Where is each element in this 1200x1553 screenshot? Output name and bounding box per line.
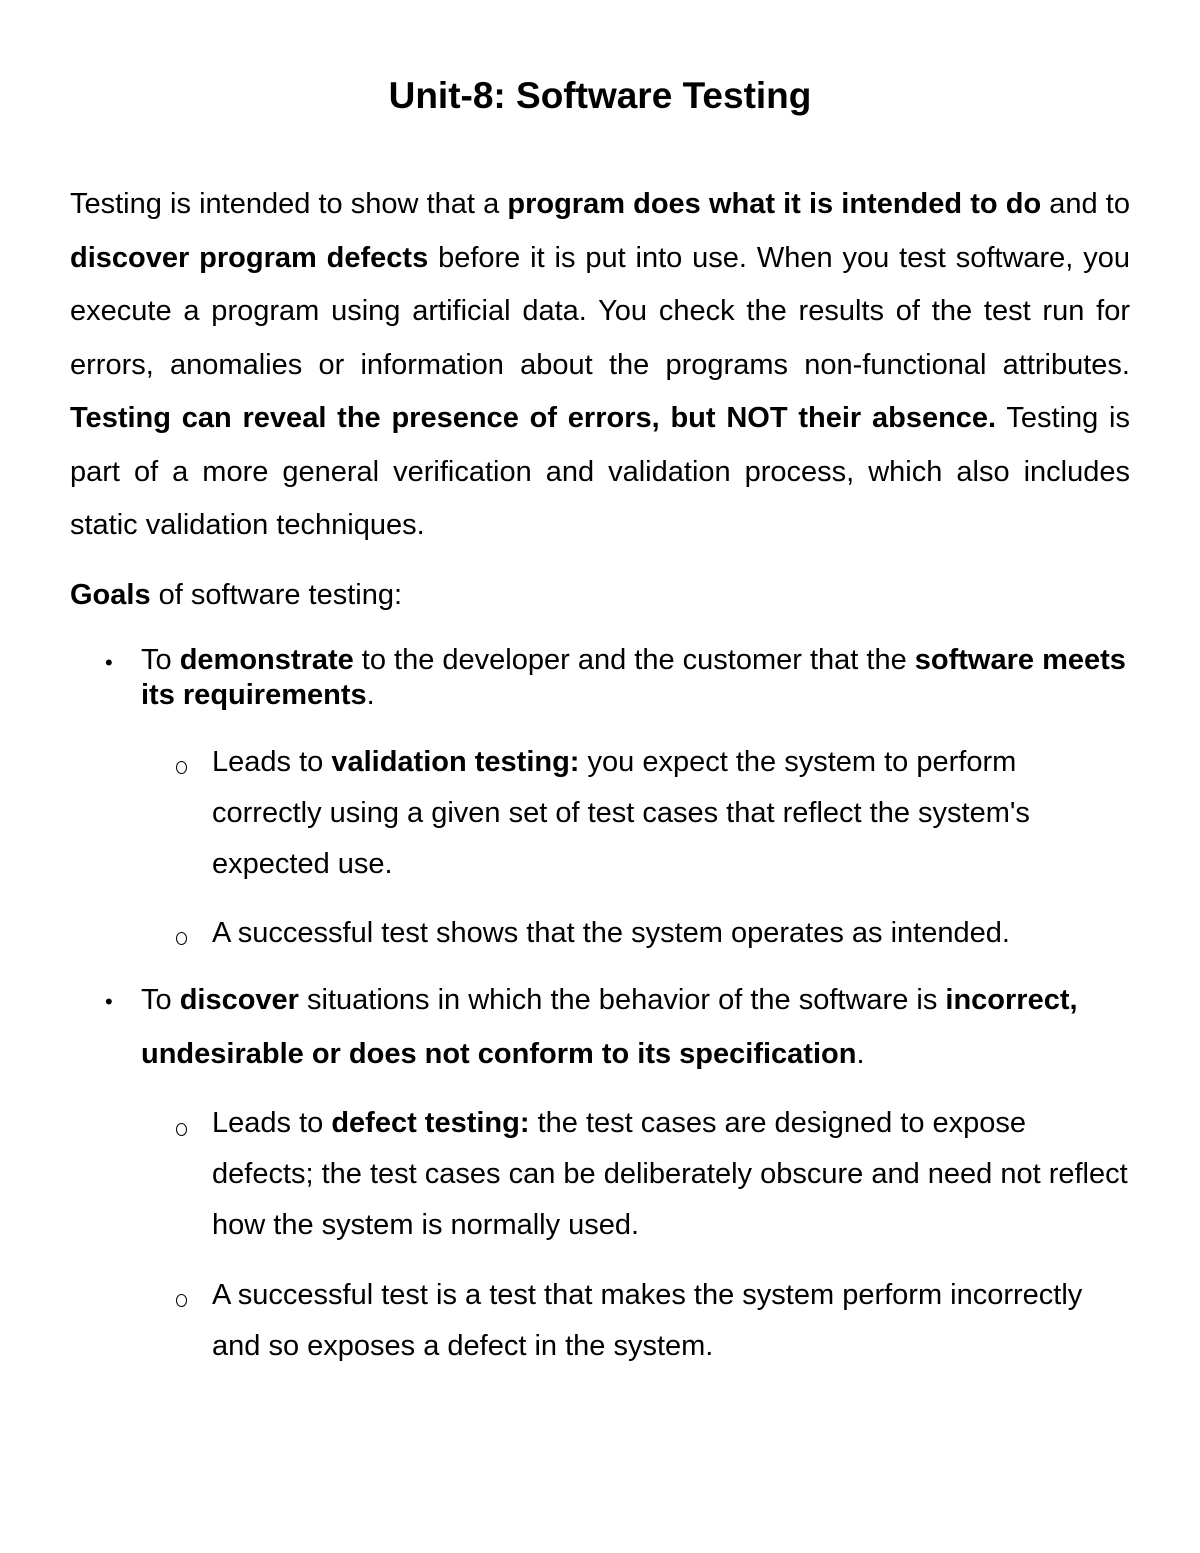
list-item-success-intended — [212, 908, 1132, 959]
intro-bold: discover program defects — [70, 241, 429, 274]
list-item-bold: software meets its requirements — [141, 644, 1126, 711]
goals-text: of software testing: — [150, 579, 403, 611]
circle-bullet-icon — [176, 1294, 187, 1307]
list-item-defect-testing — [212, 1098, 1132, 1251]
list-item-text: A successful test is a test that makes the system perform incorrectly and so exposes a defect in the system. — [212, 1279, 1083, 1362]
circle-bullet-icon — [176, 1123, 187, 1136]
intro-paragraph — [70, 178, 1130, 553]
list-item-goal-discover — [141, 974, 1131, 1081]
intro-bold: Testing can reveal the presence of errors, but NOT their absence. — [70, 402, 997, 434]
page-title: Unit-8: Software Testing — [388, 75, 812, 116]
list-item-validation-testing — [212, 737, 1132, 890]
circle-bullet-icon — [176, 761, 187, 774]
bullet-icon: • — [105, 989, 113, 1014]
circle-bullet-icon — [176, 932, 187, 945]
intro-text: before it is put into use. When you test software, you execute a program using artificial data. You check the results of the test run for errors, anomalies or information about the programs non-functional attributes. — [70, 241, 1130, 381]
list-item-text: Leads to — [212, 1107, 332, 1139]
list-item-text: the test cases are designed to expose defects; the test cases can be deliberately obscure and need not reflect how the system is normally used. — [212, 1107, 1128, 1241]
list-item-bold: defect testing: — [331, 1107, 530, 1139]
list-item-text: To — [141, 984, 180, 1016]
list-item-text: A successful test shows that the system operates as intended. — [212, 917, 1010, 949]
list-item-text: you expect the system to perform correctly using a given set of test cases that reflect the system's expected use. — [212, 746, 1030, 880]
list-item-bold: validation testing: — [331, 746, 580, 778]
list-item-text: . — [856, 1037, 865, 1070]
list-item-bold: incorrect, undesirable or does not conform to its specification — [141, 984, 1078, 1070]
list-item-text: to the developer and the customer that the — [353, 644, 915, 676]
list-item-text: . — [366, 679, 375, 711]
list-item-text: Leads to — [212, 746, 332, 778]
intro-text: and to — [1041, 188, 1130, 220]
intro-bold: program does what it is intended to do — [507, 188, 1042, 220]
list-item-text: situations in which the behavior of the software is — [298, 984, 946, 1016]
goals-label: Goals — [70, 579, 151, 611]
intro-text: Testing is part of a more general verification and validation process, which also includes static validation techniques. — [70, 402, 1130, 541]
list-item-text: To — [141, 644, 180, 676]
list-item-success-defect — [212, 1270, 1132, 1372]
goals-heading — [70, 570, 1130, 620]
list-item-bold: demonstrate — [179, 644, 354, 676]
bullet-icon: • — [105, 650, 113, 675]
intro-text: Testing is intended to show that a — [70, 188, 508, 220]
list-item-goal-demonstrate — [141, 643, 1131, 713]
list-item-bold: discover — [179, 984, 299, 1016]
